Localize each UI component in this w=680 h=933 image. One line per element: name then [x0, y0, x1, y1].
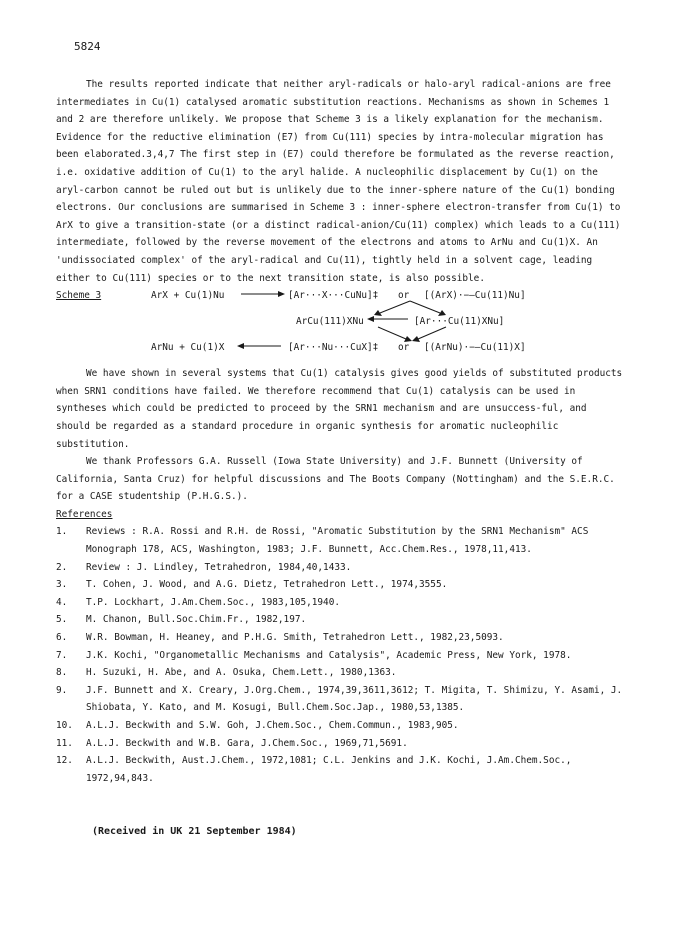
scheme-cage-complex: [Ar···Cu(11)XNu] — [414, 316, 505, 328]
reference-number: 8. — [56, 667, 68, 679]
reference-item — [56, 576, 624, 594]
reference-number: 5. — [56, 614, 68, 626]
reference-text: A.L.J. Beckwith and W.B. Gara, J.Chem.Soc., 1969,71,5691. — [86, 737, 408, 749]
scheme-or-2: or — [398, 342, 410, 354]
reference-item — [56, 647, 624, 665]
paragraph-results: The results reported indicate that neither aryl-radicals or halo-aryl radical-anions are free intermediates in Cu(1) catalysed aromatic substitution reactions. Mechanisms as shown in Schemes 1 and 2 are therefore unlikely. We propose that Scheme 3 is a likely explanation for the mechanism. Evidence for the reductive elimination (E7) from Cu(111) species by intra-molecular migration has been elaborated.3,4,7 The first step in (E7) could therefore be formulated as the reverse reaction, i.e. oxidative addition of Cu(1) to the aryl halide. A nucleophilic displacement by Cu(1) on the aryl-carbon cannot be ruled out but is unlikely due to the inner-sphere nature of the Cu(1) bonding electrons. Our conclusions are summarised in Scheme 3 : inner-sphere electron-transfer from Cu(1) to ArX to give a transition-state (or a distinct radical-anion/Cu(11) complex) which leads to a Cu(111) intermediate, followed by the reverse movement of the electrons and atoms to ArNu and Cu(1)X. An 'undissociated complex' of the aryl-radical and Cu(11), tightly held in a solvent cage, leading either to Cu(111) species or to the next transition state, is also possible. — [56, 79, 621, 284]
reference-number: 1. — [56, 526, 68, 538]
scheme-reactants: ArX + Cu(1)Nu — [151, 290, 225, 302]
reference-number: 10. — [56, 720, 73, 731]
scheme-product-anion-complex: [(ArNu)·−—Cu(11)X] — [424, 342, 526, 354]
scheme-transition-state-2: [Ar···Nu···CuX]‡ — [288, 342, 379, 354]
page-number: 5824 — [74, 40, 101, 53]
scheme-3 — [56, 287, 624, 365]
reference-text: H. Suzuki, H. Abe, and A. Osuka, Chem.Lett., 1980,1363. — [86, 667, 397, 679]
reference-number: 2. — [56, 561, 68, 573]
reference-item — [56, 611, 624, 629]
scheme-or-1: or — [398, 290, 410, 302]
reference-number: 9. — [56, 684, 68, 696]
references-heading: References — [56, 508, 113, 520]
scheme-radical-anion-complex: [(ArX)·−—Cu(11)Nu] — [424, 290, 526, 302]
reference-item — [56, 594, 624, 612]
reference-item — [56, 735, 624, 753]
reference-item — [56, 664, 624, 682]
reference-number: 12. — [56, 755, 73, 767]
scheme-transition-state-1: [Ar···X···CuNu]‡ — [288, 290, 379, 302]
reference-text: A.L.J. Beckwith and S.W. Goh, J.Chem.Soc., Chem.Commun., 1983,905. — [86, 720, 459, 731]
scheme-cu111-intermediate: ArCu(111)XNu — [296, 316, 364, 328]
reference-number: 4. — [56, 596, 68, 608]
reference-item — [56, 752, 624, 787]
reference-item — [56, 717, 624, 735]
reference-text: M. Chanon, Bull.Soc.Chim.Fr., 1982,197. — [86, 614, 307, 626]
article-body — [56, 76, 624, 787]
reference-number: 3. — [56, 579, 68, 591]
reference-text: Reviews : R.A. Rossi and R.H. de Rossi, "Aromatic Substitution by the SRN1 Mechanism" ACS Monograph 178, ACS, Washington, 1983; J.F. Bunnett, Acc.Chem.Res., 1978,11,413. — [86, 526, 589, 556]
reference-text: T.P. Lockhart, J.Am.Chem.Soc., 1983,105,1940. — [86, 596, 340, 608]
reference-text: W.R. Bowman, H. Heaney, and P.H.G. Smith, Tetrahedron Lett., 1982,23,5093. — [86, 632, 504, 644]
paragraph-recommendation: We have shown in several systems that Cu(1) catalysis gives good yields of substituted products when SRN1 conditions have failed. We therefore recommend that Cu(1) catalysis can be used in syntheses which could be predicted to proceed by the SRN1 mechanism and are unsuccess-ful, and should be regarded as a standard procedure in organic synthesis for aromatic nucleophilic substitution. — [56, 368, 623, 450]
reference-item — [56, 559, 624, 577]
reference-number: 11. — [56, 737, 73, 749]
reference-number: 6. — [56, 632, 68, 644]
paragraph-acknowledgements: We thank Professors G.A. Russell (Iowa State University) and J.F. Bunnett (University of California, Santa Cruz) for helpful discussions and The Boots Company (Nottingham) and the S.E.R.C. for a CASE studentship (P.H.G.S.). — [56, 456, 615, 503]
reference-number: 7. — [56, 649, 68, 661]
reference-text: Review : J. Lindley, Tetrahedron, 1984,40,1433. — [86, 561, 352, 573]
received-date: (Received in UK 21 September 1984) — [92, 826, 297, 837]
reference-item — [56, 682, 624, 717]
reference-item — [56, 523, 624, 558]
scheme-products: ArNu + Cu(1)X — [151, 342, 225, 354]
reference-text: J.F. Bunnett and X. Creary, J.Org.Chem., 1974,39,3611,3612; T. Migita, T. Shimizu, Y. Asami, J. Shiobata, Y. Kato, and M. Kosugi, Bull.Chem.Soc.Jap., 1980,53,1385. — [86, 684, 623, 714]
reference-text: J.K. Kochi, "Organometallic Mechanisms and Catalysis", Academic Press, New York, 1978. — [86, 649, 572, 661]
reference-item — [56, 629, 624, 647]
reference-text: T. Cohen, J. Wood, and A.G. Dietz, Tetrahedron Lett., 1974,3555. — [86, 579, 448, 591]
references-list — [56, 523, 624, 787]
scheme-label: Scheme 3 — [56, 290, 102, 302]
reference-text: A.L.J. Beckwith, Aust.J.Chem., 1972,1081; C.L. Jenkins and J.K. Kochi, J.Am.Chem.Soc., 1972,94,843. — [86, 755, 572, 784]
